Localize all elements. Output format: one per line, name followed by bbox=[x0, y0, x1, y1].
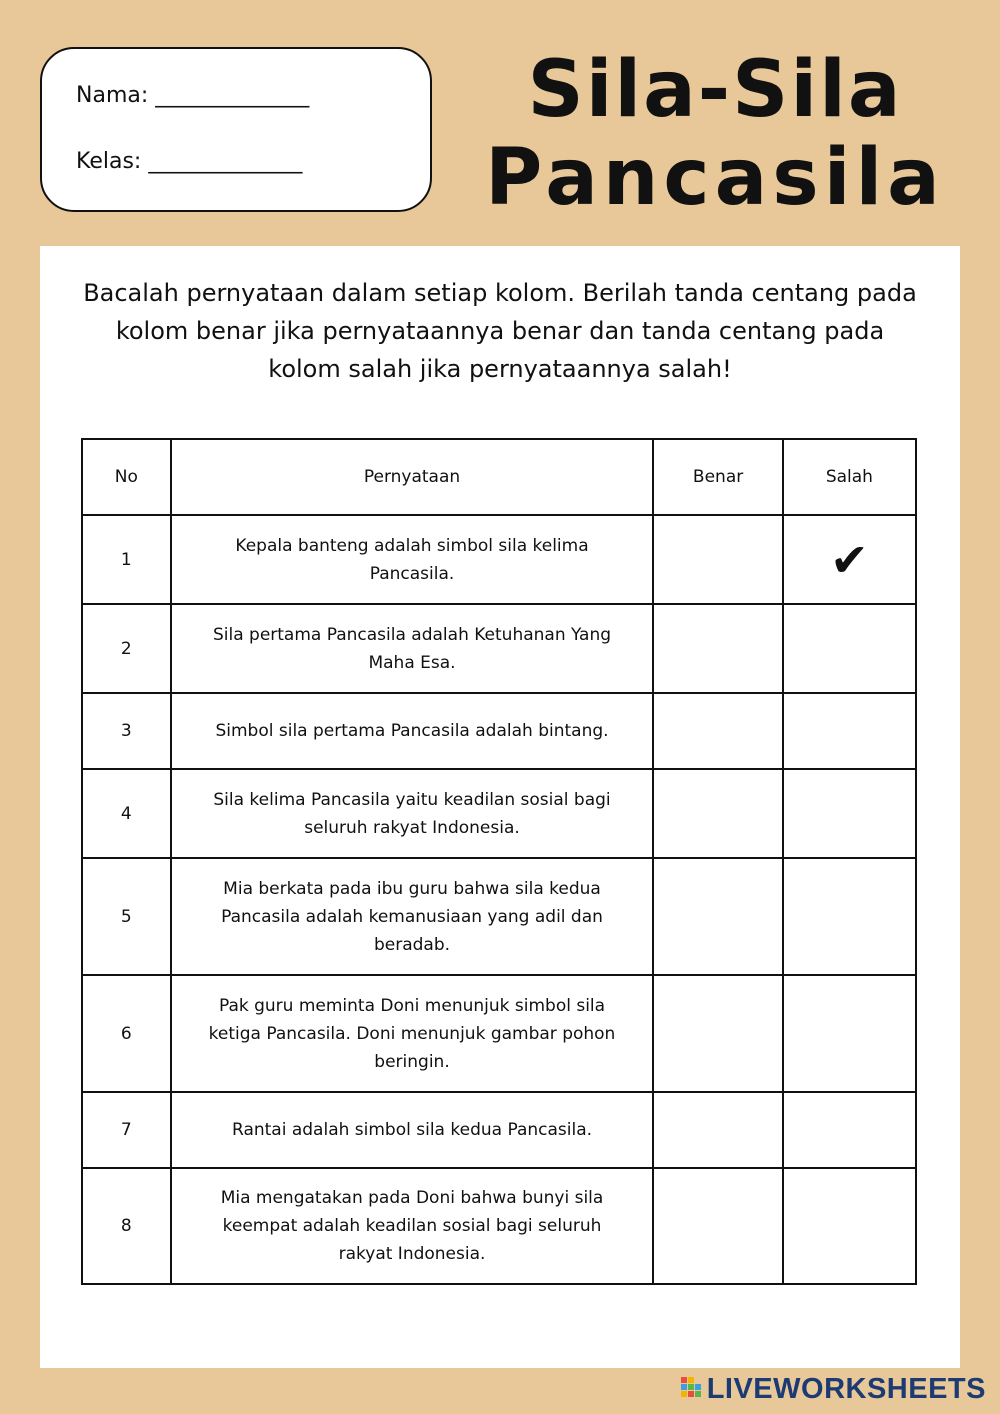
false-checkbox-cell[interactable] bbox=[783, 1092, 916, 1168]
row-statement: Simbol sila pertama Pancasila adalah bintang. bbox=[171, 693, 654, 769]
row-number: 6 bbox=[82, 975, 171, 1092]
true-checkbox-cell[interactable] bbox=[653, 769, 782, 858]
row-statement: Sila pertama Pancasila adalah Ketuhanan Yang Maha Esa. bbox=[171, 604, 654, 693]
true-checkbox-cell[interactable] bbox=[653, 604, 782, 693]
title-line-2: Pancasila bbox=[485, 133, 945, 223]
header-statement: Pernyataan bbox=[171, 439, 654, 515]
row-statement: Pak guru meminta Doni menunjuk simbol sila ketiga Pancasila. Doni menunjuk gambar pohon beringin. bbox=[171, 975, 654, 1092]
row-statement: Mia mengatakan pada Doni bahwa bunyi sila keempat adalah keadilan sosial bagi seluruh rakyat Indonesia. bbox=[171, 1168, 654, 1284]
table-row bbox=[82, 604, 916, 693]
statement-table bbox=[81, 438, 917, 1285]
liveworksheets-logo-icon bbox=[681, 1377, 703, 1403]
true-checkbox-cell[interactable] bbox=[653, 693, 782, 769]
header-no: No bbox=[82, 439, 171, 515]
header-false: Salah bbox=[783, 439, 916, 515]
page-title bbox=[470, 46, 960, 222]
row-number: 5 bbox=[82, 858, 171, 975]
table-row bbox=[82, 975, 916, 1092]
row-number: 3 bbox=[82, 693, 171, 769]
false-checkbox-cell[interactable] bbox=[783, 604, 916, 693]
row-number: 4 bbox=[82, 769, 171, 858]
liveworksheets-brand[interactable] bbox=[681, 1373, 986, 1406]
row-statement: Sila kelima Pancasila yaitu keadilan sosial bagi seluruh rakyat Indonesia. bbox=[171, 769, 654, 858]
false-checkbox-cell[interactable] bbox=[783, 769, 916, 858]
row-number: 7 bbox=[82, 1092, 171, 1168]
brand-text: LIVEWORKSHEETS bbox=[706, 1373, 986, 1405]
row-statement: Mia berkata pada ibu guru bahwa sila kedua Pancasila adalah kemanusiaan yang adil dan beradab. bbox=[171, 858, 654, 975]
student-info-box bbox=[40, 47, 432, 212]
table-row bbox=[82, 1092, 916, 1168]
table-header-row bbox=[82, 439, 916, 515]
false-checkbox-cell[interactable] bbox=[783, 1168, 916, 1284]
false-checkbox-cell[interactable] bbox=[783, 858, 916, 975]
table-row bbox=[82, 1168, 916, 1284]
false-checkbox-cell[interactable] bbox=[783, 975, 916, 1092]
title-line-1: Sila-Sila bbox=[527, 45, 903, 135]
true-checkbox-cell[interactable] bbox=[653, 1168, 782, 1284]
row-number: 1 bbox=[82, 515, 171, 604]
row-number: 2 bbox=[82, 604, 171, 693]
worksheet-panel bbox=[40, 246, 960, 1368]
false-checkbox-cell[interactable] bbox=[783, 693, 916, 769]
instructions: Bacalah pernyataan dalam setiap kolom. Berilah tanda centang pada kolom benar jika pernyataannya benar dan tanda centang pada kolom salah jika pernyataannya salah! bbox=[83, 279, 917, 383]
false-checkbox-cell[interactable]: ✔ bbox=[783, 515, 916, 604]
row-statement: Rantai adalah simbol sila kedua Pancasila. bbox=[171, 1092, 654, 1168]
name-field[interactable]: Nama: ______________ bbox=[76, 83, 310, 108]
true-checkbox-cell[interactable] bbox=[653, 975, 782, 1092]
true-checkbox-cell[interactable] bbox=[653, 515, 782, 604]
row-statement: Kepala banteng adalah simbol sila kelima Pancasila. bbox=[171, 515, 654, 604]
true-checkbox-cell[interactable] bbox=[653, 858, 782, 975]
table-row bbox=[82, 515, 916, 604]
class-field[interactable]: Kelas: ______________ bbox=[76, 149, 303, 174]
true-checkbox-cell[interactable] bbox=[653, 1092, 782, 1168]
header-true: Benar bbox=[653, 439, 782, 515]
row-number: 8 bbox=[82, 1168, 171, 1284]
table-row bbox=[82, 858, 916, 975]
table-row bbox=[82, 693, 916, 769]
table-row bbox=[82, 769, 916, 858]
